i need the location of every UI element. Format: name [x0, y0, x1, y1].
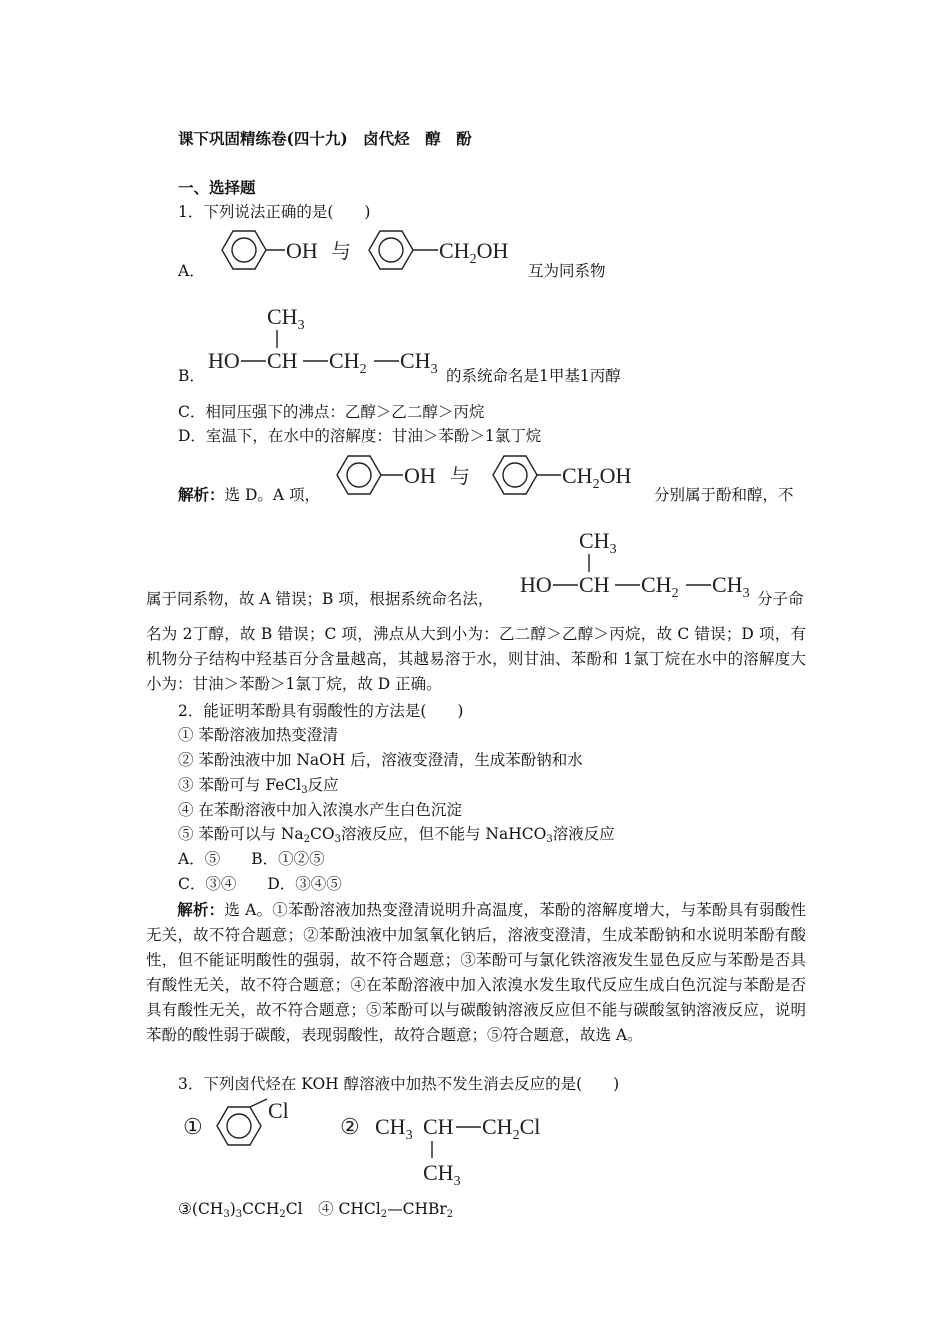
svg-text:②: ② — [340, 1114, 360, 1139]
q1-analysis-rest: 名为 2丁醇，故 B 错误；C 项，沸点从大到小为：乙二醇＞乙醇＞丙烷，故 C 错误；D 项，有机物分子结构中羟基百分含量越高，其越易溶于水，则甘油、苯酚和 1氯丁烷在水中的溶解度大小为：甘油＞苯酚＞1氯丁烷，故 D 正确。 — [146, 625, 806, 693]
q2-choices-1: A．⑤ B．①②⑤ — [178, 850, 325, 868]
q2-stem: 2．能证明苯酚具有弱酸性的方法是( ) — [178, 702, 464, 720]
q1-analysis-structure-a — [333, 447, 653, 507]
svg-text:Cl: Cl — [268, 1098, 289, 1123]
svg-text:CH2OH: $CH_2OH$ — [562, 463, 632, 492]
q1-option-c: C．相同压强下的沸点：乙醇＞乙二醇＞丙烷 — [178, 403, 485, 421]
svg-text:CH3: $CH_3$ — [712, 572, 750, 601]
q1-analysis-line1-end: 分别属于酚和醇，不 — [654, 486, 794, 504]
q1-analysis-line2-end: 分子命 — [757, 590, 804, 608]
svg-text:CH3: $CH_3$ — [579, 528, 617, 557]
q2-choices-2: C．③④ D．③④⑤ — [178, 875, 342, 893]
benzene-ring-icon — [217, 1099, 267, 1145]
svg-text:CH: CH — [579, 572, 610, 597]
svg-text:CH2: $CH_2$ — [329, 348, 367, 377]
svg-text:CH2Cl: $CH_2Cl$ — [482, 1114, 541, 1143]
oh-text: OH — [286, 238, 318, 263]
q1-analysis-line2: 属于同系物，故 A 错误；B 项，根据系统命名法， — [146, 590, 494, 608]
yu-text: 与 — [331, 241, 351, 263]
q2-item-1: ① 苯酚溶液加热变澄清 — [178, 726, 338, 744]
q3-stem: 3．下列卤代烃在 KOH 醇溶液中加热不发生消去反应的是( ) — [178, 1075, 620, 1093]
q2-item-3: ③ 苯酚可与 FeCl$_3$反应 — [178, 776, 339, 796]
benzene-ring-icon — [369, 231, 438, 269]
q1-option-a-label: A． — [178, 262, 205, 280]
page-title: 课下巩固精练卷(四十九) 卤代烃 醇 酚 — [178, 129, 472, 148]
q1-option-b-structure — [208, 300, 448, 380]
q3-structures — [183, 1096, 563, 1189]
q2-analysis: 解析：选 A。①苯酚溶液加热变澄清说明升高温度，苯酚的溶解度增大，与苯酚具有弱酸性无关，故不符合题意；②苯酚浊液中加氢氧化钠后，溶液变澄清，生成苯酚钠和水说明苯酚有酸性，但不能证明酸性的强弱，故不符合题意；③苯酚可与氯化铁溶液发生显色反应与苯酚是否具有酸性无关，故不符合题意；④在苯酚溶液中加入浓溴水发生取代反应生成白色沉淀与苯酚是否具有酸性无关，故不符合题意；⑤苯酚可以与碳酸钠溶液反应但不能与碳酸氢钠溶液反应，说明苯酚的酸性弱于碳酸，表现弱酸性，故符合题意；⑤符合题意，故选 A。 — [146, 900, 806, 1044]
svg-text:①: ① — [183, 1114, 203, 1139]
q1-option-b-label: B． — [178, 367, 205, 385]
q2-item-5: ⑤ 苯酚可以与 $Na_2CO_3$溶液反应，但不能与 NaHCO$_3$溶液反应 — [178, 825, 615, 845]
q3-items-3-4: $③(CH_3)_3CCH_2Cl$ ④ CHCl$_2$—CHBr$_2$ — [178, 1200, 454, 1220]
svg-text:CH3: $CH_3$ — [423, 1160, 461, 1189]
q1-option-b-suffix: 的系统命名是1甲基1丙醇 — [446, 367, 621, 385]
svg-text:CH2: $CH_2$ — [641, 572, 679, 601]
benzene-ring-icon — [222, 231, 285, 269]
q2-item-2: ② 苯酚浊液中加 NaOH 后，溶液变澄清，生成苯酚钠和水 — [178, 751, 583, 769]
benzene-ring-icon — [493, 456, 561, 494]
q1-option-a-structure — [205, 222, 535, 282]
section-heading: 一、选择题 — [178, 178, 256, 197]
ch2oh-text: $CH_2OH$ — [439, 238, 509, 267]
q1-option-a-suffix: 互为同系物 — [528, 262, 606, 280]
q1-analysis-structure-b — [520, 524, 760, 604]
svg-text:OH: OH — [404, 463, 436, 488]
svg-text:CH: CH — [267, 348, 298, 373]
svg-text:CH3: $CH_3$ — [375, 1114, 413, 1143]
svg-text:与: 与 — [450, 466, 470, 488]
svg-text:CH: CH — [423, 1114, 454, 1139]
q2-item-4: ④ 在苯酚溶液中加入浓溴水产生白色沉淀 — [178, 801, 462, 819]
svg-text:CH3: $CH_3$ — [400, 348, 438, 377]
q1-stem: 1．下列说法正确的是( ) — [178, 203, 371, 221]
q1-analysis-line1: 解析：选 D。A 项， — [178, 485, 320, 504]
svg-text:CH3: $CH_3$ — [267, 304, 305, 333]
q1-option-d: D．室温下，在水中的溶解度：甘油＞苯酚＞1氯丁烷 — [178, 427, 542, 445]
svg-text:HO: HO — [520, 572, 552, 597]
benzene-ring-icon — [337, 456, 403, 494]
svg-text:HO: HO — [208, 348, 240, 373]
